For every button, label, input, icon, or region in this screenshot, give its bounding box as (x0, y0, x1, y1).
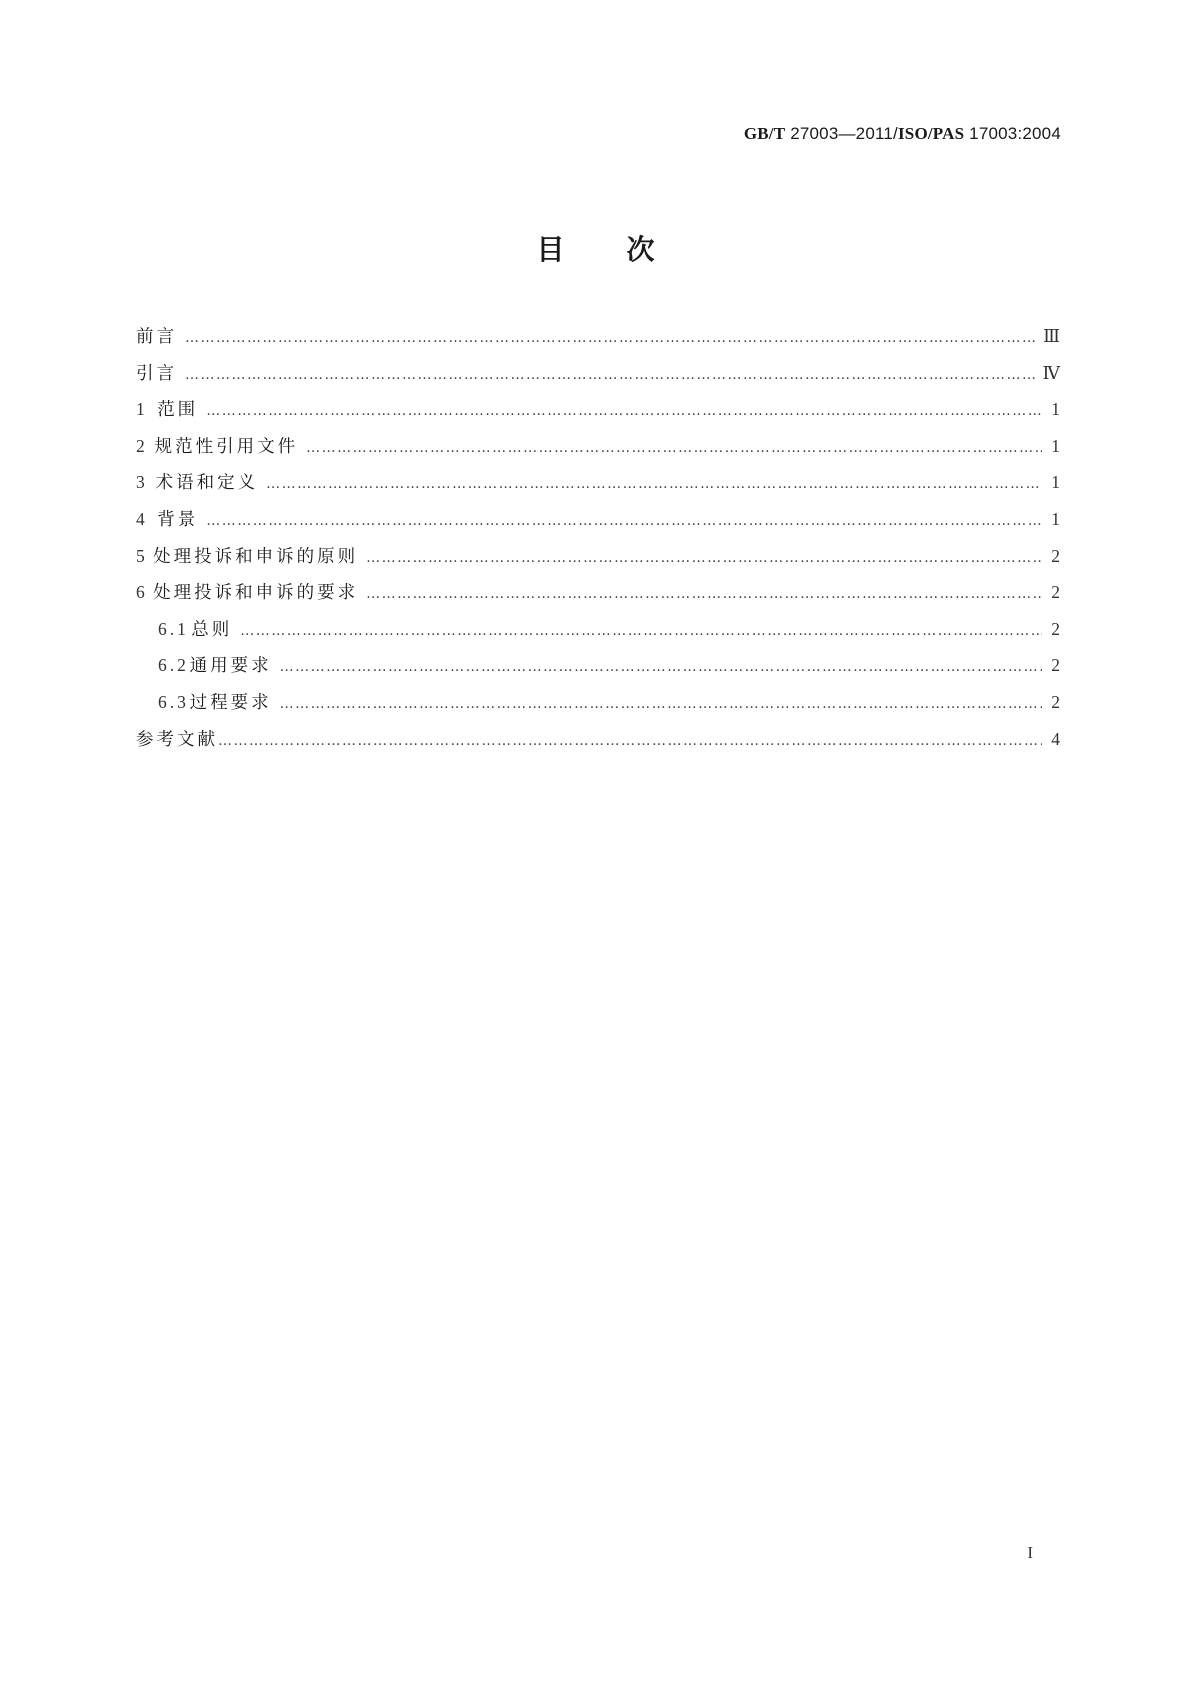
toc-entry-number: 4 (136, 508, 145, 529)
toc-entry[interactable] (136, 579, 1060, 616)
iso-prefix: ISO/PAS (897, 124, 965, 143)
toc-entry[interactable] (136, 543, 1060, 580)
toc-entry[interactable] (136, 396, 1060, 433)
toc-entry-page: Ⅲ (1043, 326, 1060, 346)
dot-leader (306, 440, 1042, 456)
toc-entry-page: 2 (1051, 582, 1060, 603)
toc-entry-label: 引言 (136, 363, 177, 384)
toc-entry[interactable] (136, 616, 1060, 653)
toc-entry-label: 前言 (136, 327, 177, 347)
toc-entry[interactable] (136, 689, 1060, 726)
dot-leader (266, 476, 1042, 492)
toc-entry[interactable] (136, 506, 1060, 543)
toc-entry[interactable] (136, 726, 1060, 763)
toc-entry-number: 3 (136, 472, 145, 493)
toc-entry-number: 1 (136, 399, 145, 420)
dot-leader (206, 403, 1042, 419)
toc-entry-number: 6.1 (158, 618, 189, 639)
standard-number: 27003—2011/ (785, 124, 898, 143)
toc-entry-label: 规范性引用文件 (154, 436, 299, 457)
dot-leader (240, 623, 1042, 639)
iso-number: 17003:2004 (964, 124, 1061, 143)
toc-entry[interactable] (136, 469, 1060, 506)
toc-entry-page: 2 (1051, 545, 1060, 566)
toc-entry-label: 通用要求 (189, 656, 272, 677)
toc-entry-page: 2 (1051, 618, 1060, 639)
dot-leader (280, 696, 1042, 712)
dot-leader (185, 330, 1037, 346)
page-number: I (1027, 1543, 1033, 1562)
dot-leader (366, 550, 1042, 566)
toc-entry-label: 参考文献 (136, 729, 218, 750)
toc-entry-label: 处理投诉和申诉的原则 (153, 546, 359, 567)
toc-entry-number: 6.3 (158, 691, 189, 712)
toc-entry-label: 范围 (157, 400, 199, 421)
toc-entry[interactable] (136, 433, 1060, 470)
toc-entry-number: 6 (136, 582, 145, 603)
toc-entry-page: 2 (1051, 655, 1060, 676)
toc-entry-label: 背景 (157, 509, 199, 530)
toc-entry-label: 过程要求 (189, 692, 272, 713)
toc-entry-page: 1 (1051, 508, 1060, 529)
dot-leader (185, 367, 1037, 383)
toc-entry-page: 2 (1051, 691, 1060, 712)
dot-leader (280, 659, 1042, 675)
toc-entry-page: Ⅳ (1042, 362, 1060, 383)
table-of-contents (136, 323, 1060, 762)
toc-entry-number: 6.2 (158, 655, 189, 676)
toc-entry-page: 1 (1051, 472, 1060, 493)
toc-entry-label: 总则 (191, 619, 233, 640)
toc-entry[interactable] (136, 360, 1060, 397)
toc-entry[interactable] (136, 323, 1060, 360)
toc-entry-number: 5 (136, 545, 145, 566)
dot-leader (206, 513, 1042, 529)
toc-entry-page: 1 (1051, 399, 1060, 420)
toc-entry-label: 术语和定义 (155, 473, 259, 494)
toc-entry-label: 处理投诉和申诉的要求 (153, 583, 359, 604)
toc-entry-page: 4 (1051, 728, 1060, 749)
toc-entry-number: 2 (136, 435, 145, 456)
toc-entry-page: 1 (1051, 435, 1060, 456)
standard-prefix: GB/T (743, 124, 786, 143)
standard-header (744, 124, 1061, 144)
dot-leader (366, 586, 1042, 602)
toc-entry[interactable] (136, 652, 1060, 689)
dot-leader (218, 733, 1042, 749)
page-title: 目次 (536, 233, 717, 266)
